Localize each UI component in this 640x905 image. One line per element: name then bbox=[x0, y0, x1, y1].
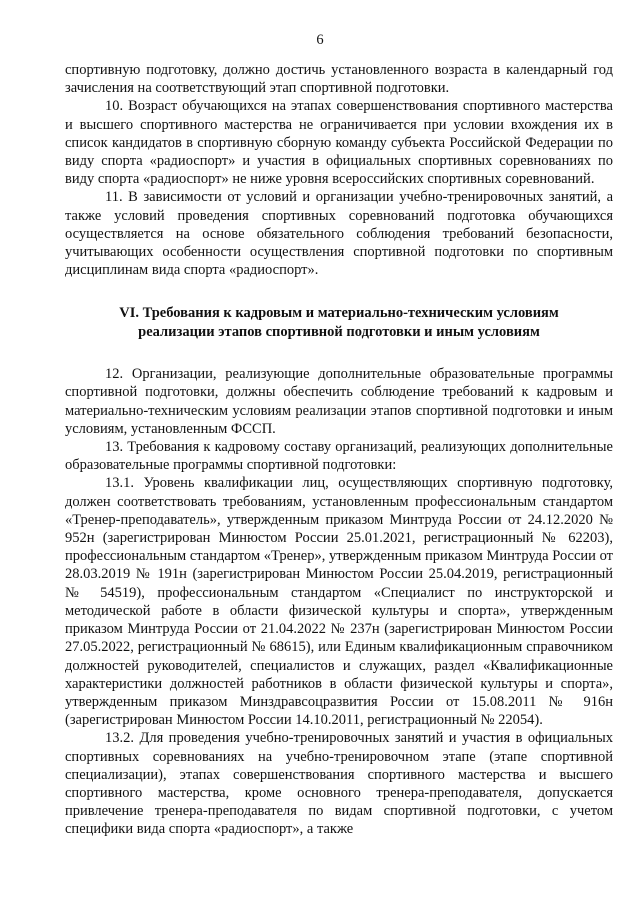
paragraph-13-2: 13.2. Для проведения учебно-тренировочных занятий и участия в официальных спортивных соревнованиях на учебно-тренировочном этапе (этапе спортивной специализации), этапах совершенствования спортивного мастерства и высшего спортивного мастерства, кроме основного тренера-преподавателя, допускается привлечение тренера-преподавателя по видам спортивной подготовки, с учетом специфики вида спорта «радиоспорт», а также bbox=[65, 730, 613, 838]
paragraph-13-1: 13.1. Уровень квалификации лиц, осуществляющих спортивную подготовку, должен соответствовать требованиям, установленным профессиональным стандартом «Тренер-преподаватель», утвержденным приказом Минтруда России от 24.12.2020 № 952н (зарегистрирован Минюстом России 25.01.2021, регистрационный № 62203), профессиональным стандартом «Тренер», утвержденным приказом Минтруда России от 28.03.2019 № 191н (зарегистрирован Минюстом России 25.04.2019, регистрационный № 54519), профессиональным стандартом «Специалист по инструкторской и методической работе в области физической культуры и спорта», утвержденным приказом Минтруда России от 21.04.2022 № 237н (зарегистрирован Минюстом России 27.05.2022, регистрационный № 68615), или Единым квалификационным справочником должностей руководителей, специалистов и служащих, раздел «Квалификационные характеристики должностей работников в области физической культуры и спорта», утвержденным приказом Минздравсоцразвития России от 15.08.2011 № 916н (зарегистрирован Минюстом России 14.10.2011, регистрационный № 22054). bbox=[65, 475, 613, 729]
paragraph-13: 13. Требования к кадровому составу организаций, реализующих дополнительные образовательные программы спортивной подготовки: bbox=[65, 439, 613, 474]
document-body bbox=[65, 61, 613, 839]
section-heading-line-2: реализации этапов спортивной подготовки и иным условиям bbox=[138, 323, 540, 340]
paragraph-10: 10. Возраст обучающихся на этапах совершенствования спортивного мастерства и высшего спортивного мастерства не ограничивается при условии вхождения их в список кандидатов в спортивную сборную команду субъекта Российской Федерации по виду спорта «радиоспорт» и участия в официальных спортивных соревнованиях по виду спорта «радиоспорт» не ниже уровня всероссийских спортивных соревнований. bbox=[65, 98, 613, 188]
section-heading-line-1: VI. Требования к кадровым и материально-техническим условиям bbox=[119, 305, 559, 322]
paragraph-11: 11. В зависимости от условий и организации учебно-тренировочных занятий, а также условий проведения спортивных соревнований подготовка обучающихся осуществляется на основе обязательного соблюдения требований безопасности, учитывающих особенности осуществления спортивной подготовки по спортивным дисциплинам вида спорта «радиоспорт». bbox=[65, 189, 613, 279]
paragraph-continuation: спортивную подготовку, должно достичь установленного возраста в календарный год зачисления на соответствующий этап спортивной подготовки. bbox=[65, 62, 613, 97]
section-heading bbox=[65, 304, 613, 341]
page-number: 6 bbox=[316, 32, 324, 48]
paragraph-12: 12. Организации, реализующие дополнительные образовательные программы спортивной подготовки, должны обеспечить соблюдение требований к кадровым и материально-техническим условиям реализации этапов спортивной подготовки и иным условиям, установленным ФССП. bbox=[65, 366, 613, 437]
